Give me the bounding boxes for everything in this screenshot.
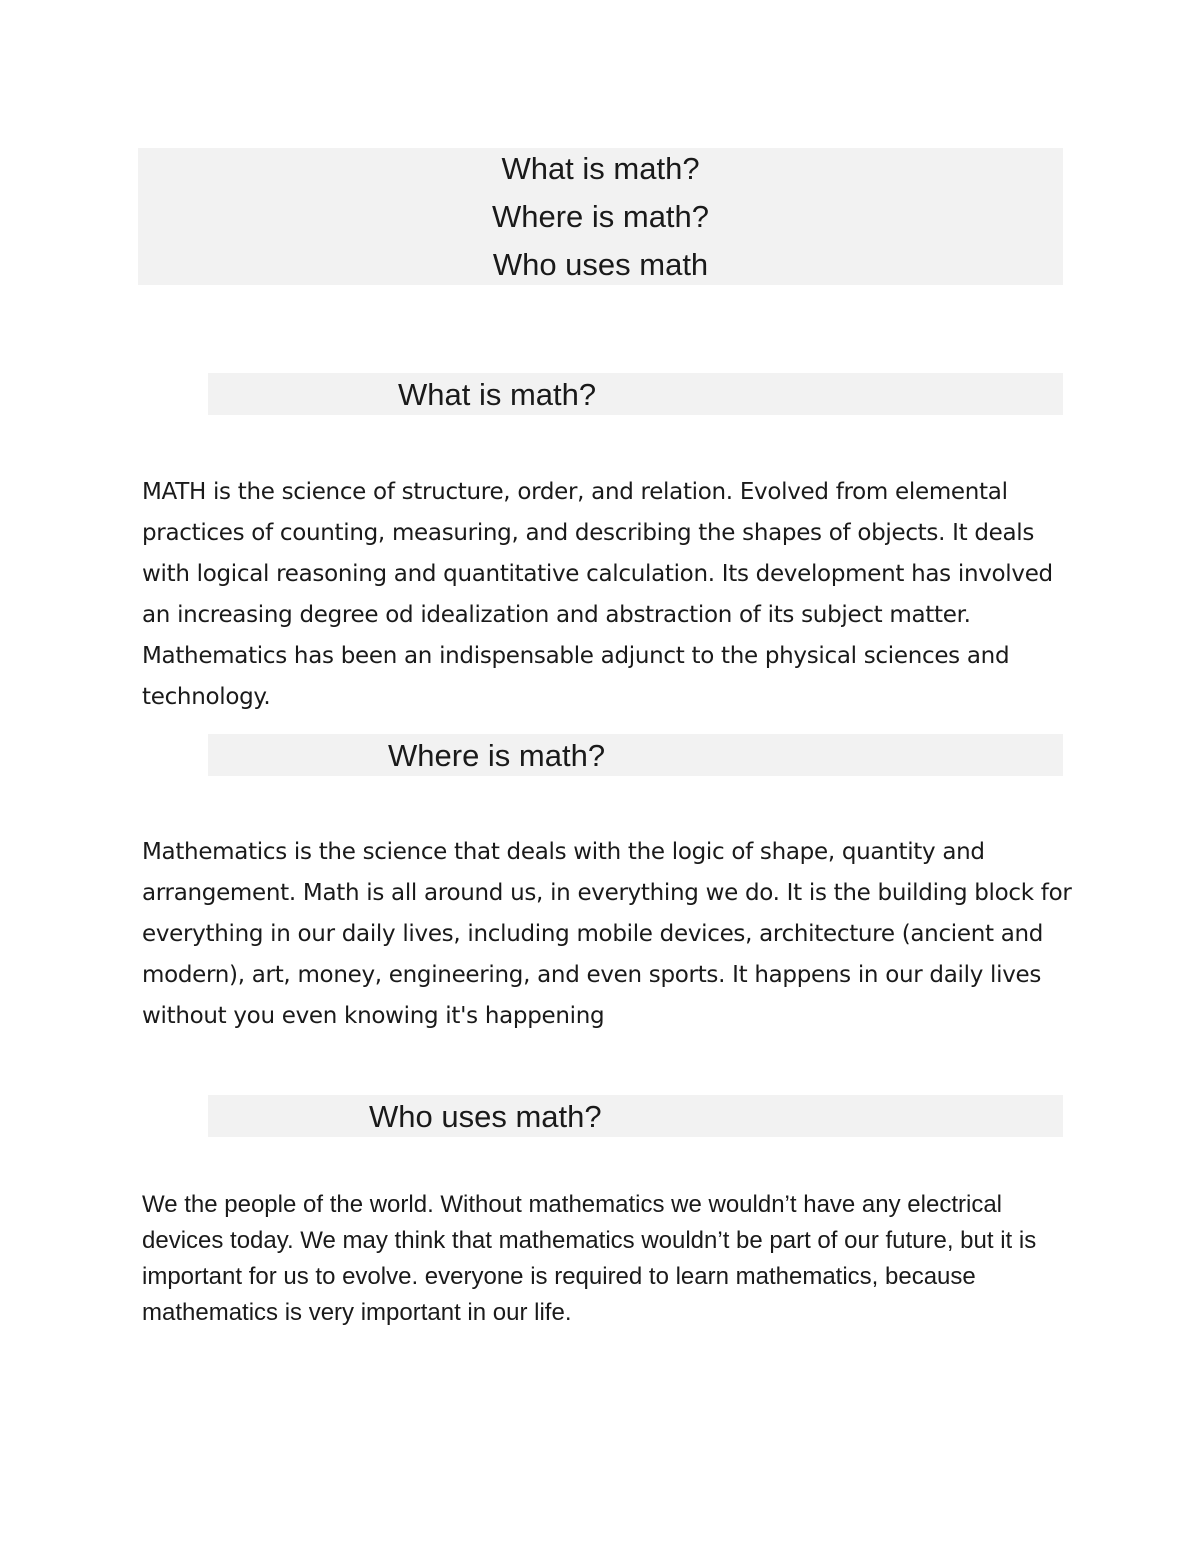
section-body-where: Mathematics is the science that deals with the logic of shape, quantity and arrangement. Math is all around us, in everything we do. It is the building block for everything in our daily lives, including mobile devices, architecture (ancient and modern), art, money, engineering, and even sports. It happens in our daily lives without you even knowing it's happening (142, 839, 1072, 1029)
section-heading-where-label: Where is math? (388, 738, 606, 773)
title-line-what: What is math? (501, 150, 700, 186)
section-body-what: MATH is the science of structure, order, and relation. Evolved from elemental practices of counting, measuring, and describing the shapes of objects. It deals with logical reasoning and quantitative calculation. Its development has involved an increasing degree od idealization and abstraction of its subject matter. Mathematics has been an indispensable adjunct to the physical sciences and technology. (142, 479, 1053, 710)
title-line-where: Where is math? (491, 198, 710, 234)
section-heading-where (208, 734, 1063, 776)
section-heading-what-label: What is math? (398, 377, 597, 412)
section-heading-what (208, 373, 1063, 415)
section-heading-who (208, 1095, 1063, 1137)
title-line-who: Who uses math (492, 246, 709, 282)
section-heading-who-label: Who uses math? (369, 1099, 602, 1134)
section-body-who: We the people of the world. Without mathematics we wouldn’t have any electrical devices today. We may think that mathematics wouldn’t be part of our future, but it is important for us to evolve. everyone is required to learn mathematics, because mathematics is very important in our life. (142, 1191, 1037, 1326)
document-title-block (138, 148, 1063, 285)
